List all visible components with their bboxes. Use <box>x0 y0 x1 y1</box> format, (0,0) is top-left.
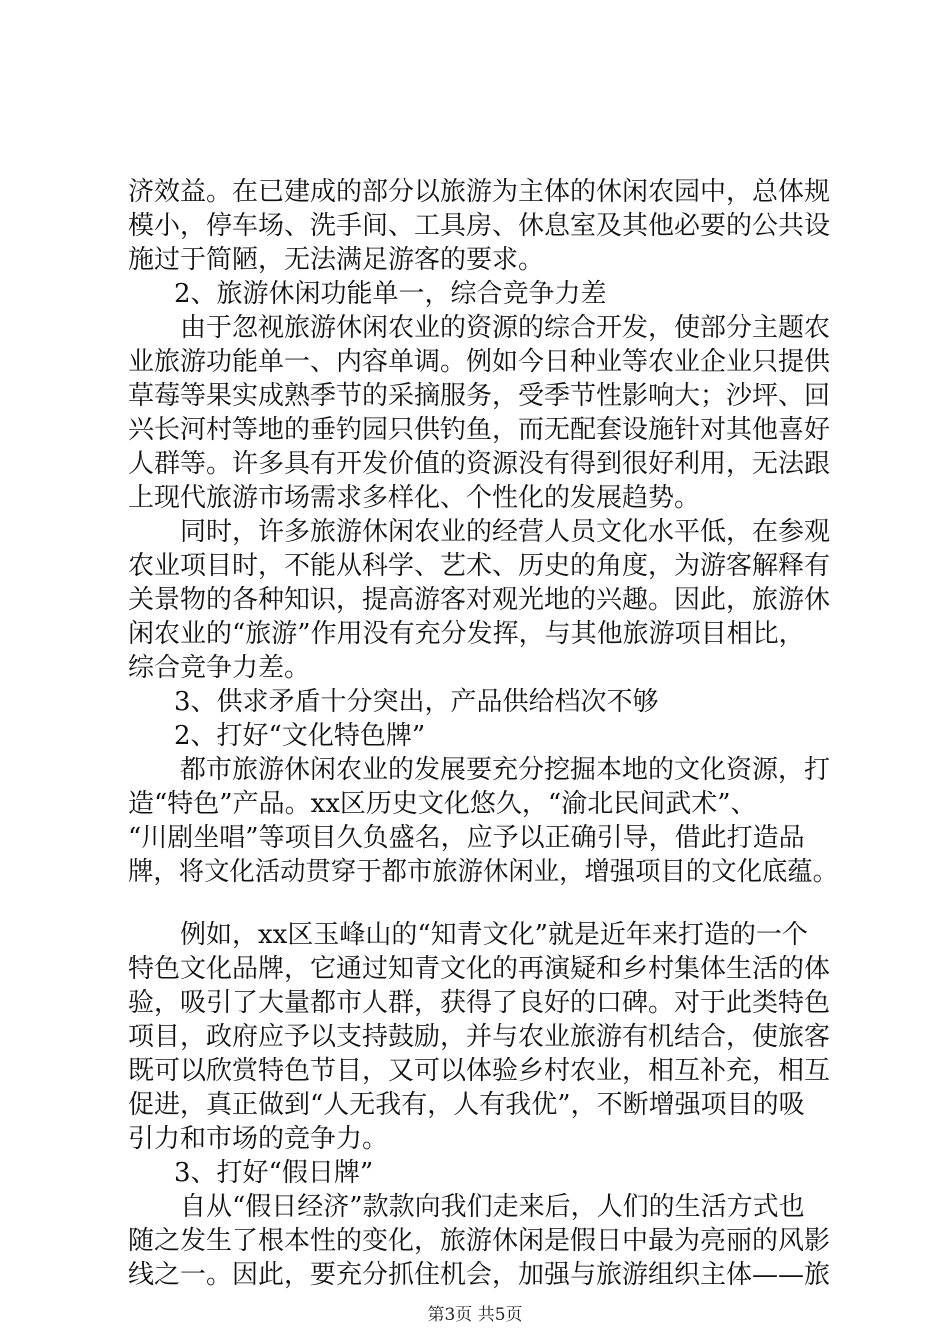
text-line: 施过于简陋，无法满足游客的要求。 <box>128 245 545 275</box>
text-line: 业旅游功能单一、内容单调。例如今日种业等农业企业只提供 <box>128 347 831 377</box>
text-line: 项目，政府应予以支持鼓励，并与农业旅游有机结合，使旅客 <box>128 1022 831 1052</box>
text-line: 同时，许多旅游休闲农业的经营人员文化水平低，在参观 <box>180 517 831 547</box>
text-line: 济效益。在已建成的部分以旅游为主体的休闲农园中，总体规 <box>128 177 831 207</box>
text-line: 特色文化品牌，它通过知青文化的再演疑和乡村集体生活的体 <box>128 954 831 984</box>
page-number-footer: 第3页 共5页 <box>427 1305 523 1325</box>
section-heading: 2、旅游休闲功能单一，综合竞争力差 <box>174 279 607 309</box>
text-line: 牌，将文化活动贯穿于都市旅游休闲业，增强项目的文化底蕴。 <box>128 857 839 887</box>
text-line: 促进，真正做到“人无我有，人有我优”，不断增强项目的吸 <box>128 1090 805 1120</box>
text-line: 农业项目时，不能从科学、艺术、历史的角度，为游客解释有 <box>128 551 831 581</box>
section-heading: 2、打好“文化特色牌” <box>174 721 426 751</box>
text-line: 既可以欣赏特色节目，又可以体验乡村农业，相互补充，相互 <box>128 1056 831 1086</box>
text-line: 上现代旅游市场需求多样化、个性化的发展趋势。 <box>128 483 701 513</box>
text-line: 草莓等果实成熟季节的采摘服务，受季节性影响大；沙坪、回 <box>128 381 831 411</box>
section-heading: 3、打好“假日牌” <box>174 1158 374 1188</box>
text-line: 线之一。因此，要充分抓住机会，加强与旅游组织主体——旅 <box>128 1260 831 1290</box>
text-line: 兴长河村等地的垂钓园只供钓鱼，而无配套设施针对其他喜好 <box>128 415 831 445</box>
text-line: 引力和市场的竞争力。 <box>128 1124 389 1154</box>
text-line: 模小，停车场、洗手间、工具房、休息室及其他必要的公共设 <box>128 211 831 241</box>
text-line: 闲农业的“旅游”作用没有充分发挥，与其他旅游项目相比， <box>128 619 805 649</box>
text-line: 人群等。许多具有开发价值的资源没有得到很好利用，无法跟 <box>128 449 831 479</box>
text-line: 由于忽视旅游休闲农业的资源的综合开发，使部分主题农 <box>180 313 831 343</box>
text-line: 随之发生了根本性的变化，旅游休闲是假日中最为亮丽的风影 <box>128 1226 831 1256</box>
text-line: 都市旅游休闲农业的发展要充分挖掘本地的文化资源，打 <box>180 755 831 785</box>
text-line: “川剧坐唱”等项目久负盛名，应予以正确引导，借此打造品 <box>128 823 805 853</box>
text-line: 造“特色”产品。xx区历史文化悠久，“渝北民间武术”、 <box>128 789 757 819</box>
text-line: 综合竞争力差。 <box>128 653 311 683</box>
section-heading: 3、供求矛盾十分突出，产品供给档次不够 <box>174 687 659 717</box>
text-line: 自从“假日经济”款款向我们走来后，人们的生活方式也 <box>180 1192 805 1222</box>
text-line: 关景物的各种知识，提高游客对观光地的兴趣。因此，旅游休 <box>128 585 831 615</box>
text-line: 验，吸引了大量都市人群，获得了良好的口碑。对于此类特色 <box>128 988 831 1018</box>
text-line: 例如，xx区玉峰山的“知青文化”就是近年来打造的一个 <box>180 920 808 950</box>
